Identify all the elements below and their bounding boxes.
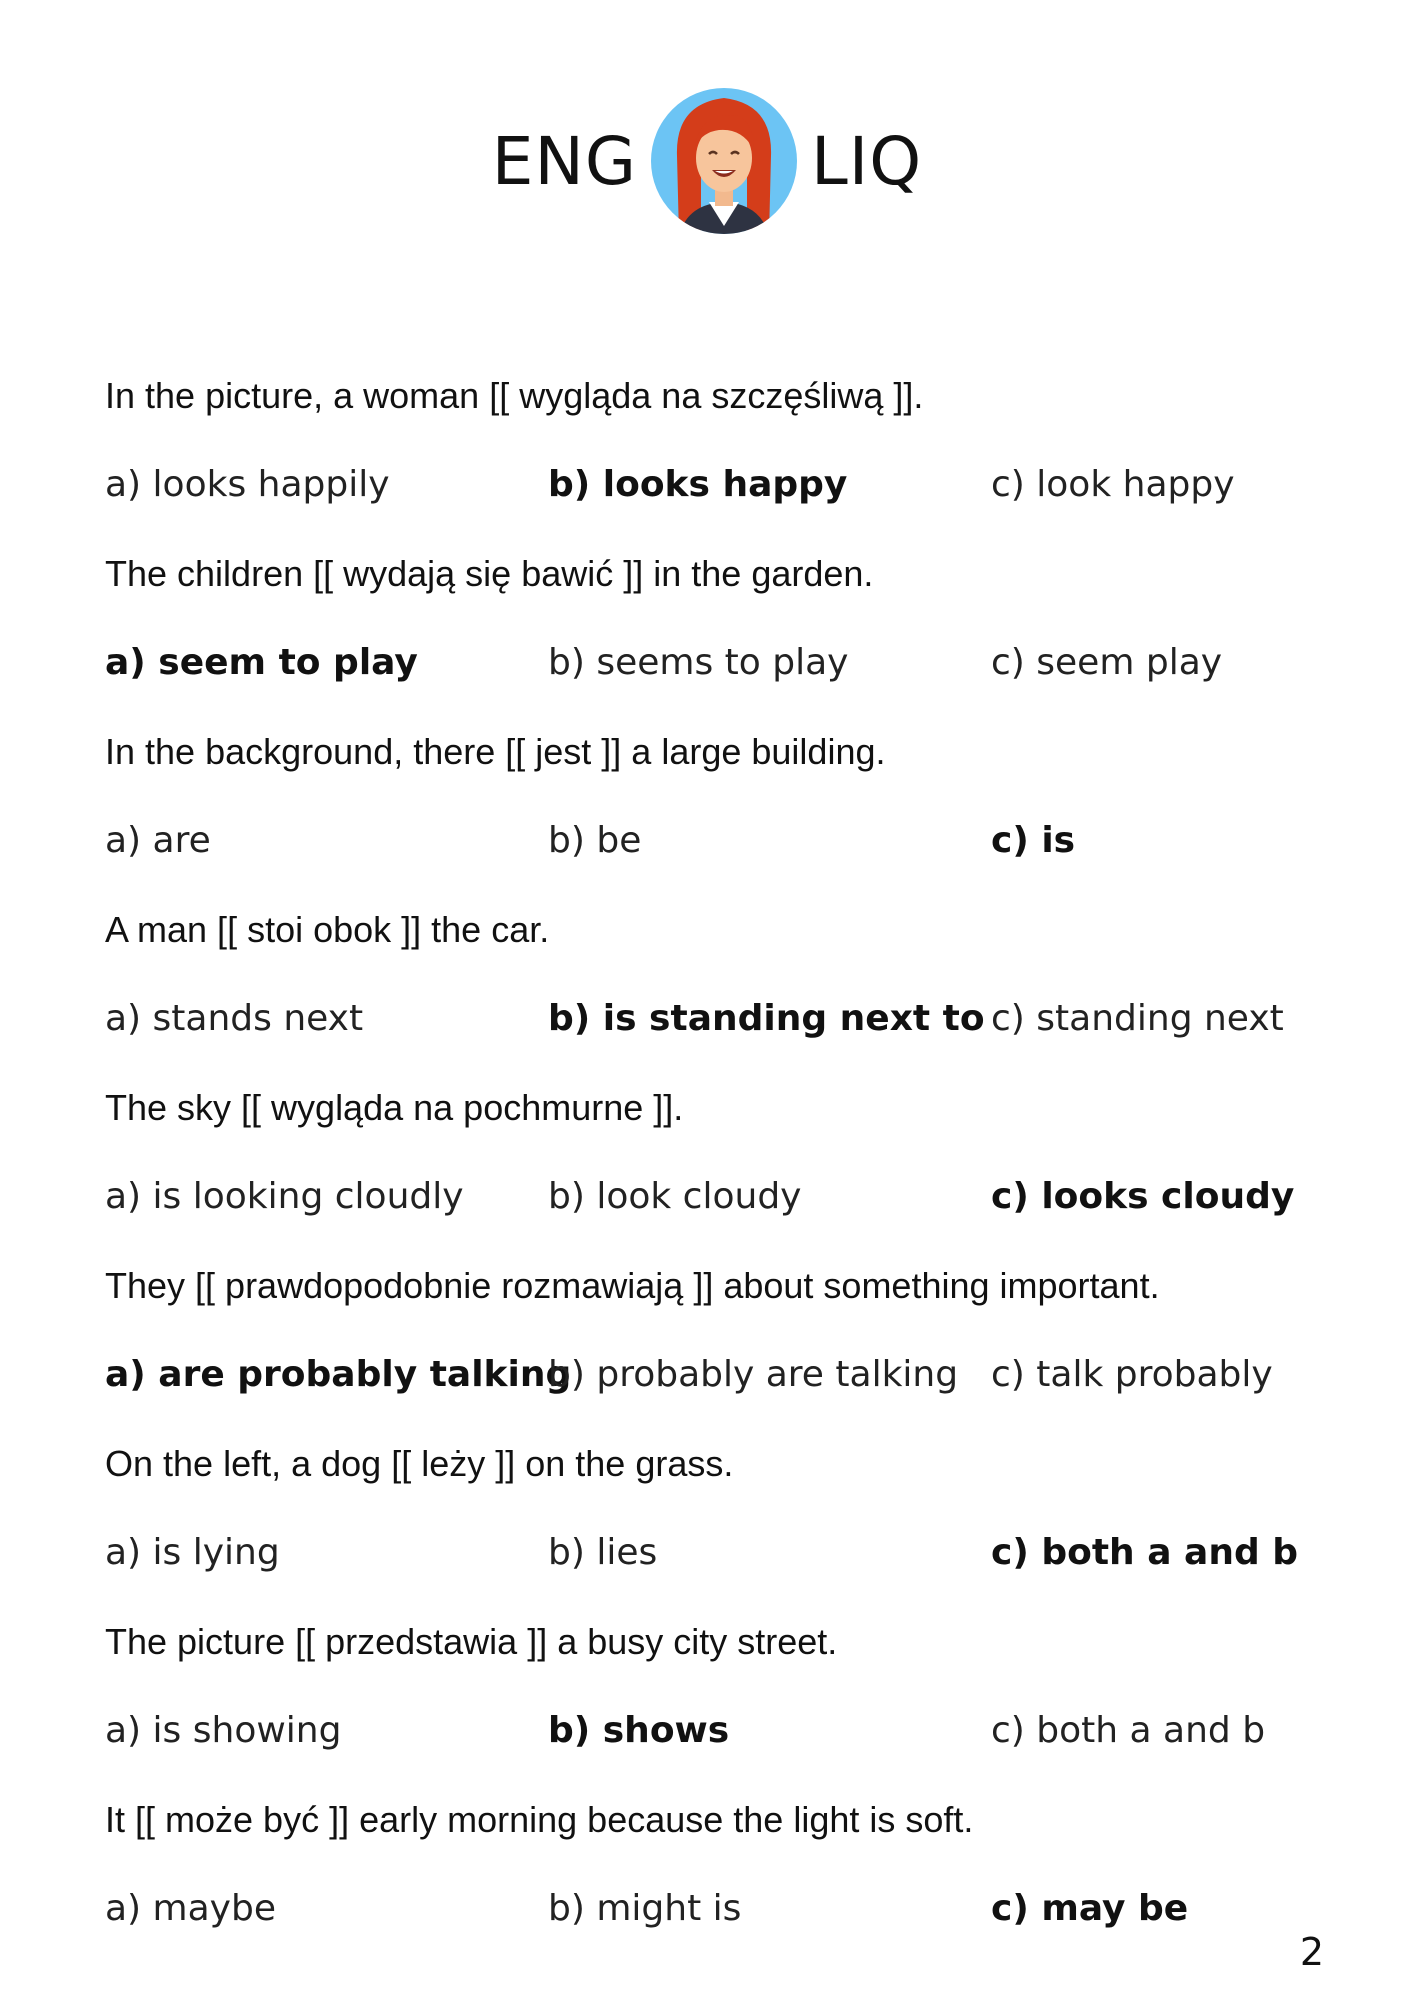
answer-options xyxy=(105,610,1335,716)
answer-option-correct: b) shows xyxy=(548,1710,730,1751)
answer-option: c) standing next xyxy=(991,998,1284,1039)
answer-option: b) might is xyxy=(548,1888,742,1929)
answer-option: c) look happy xyxy=(991,464,1235,505)
answer-options xyxy=(105,1678,1335,1784)
answer-option: b) probably are talking xyxy=(548,1354,959,1395)
question-prompt: A man [[ stoi obok ]] the car. xyxy=(105,909,550,950)
answer-options xyxy=(105,788,1335,894)
answer-option-correct: a) seem to play xyxy=(105,642,418,683)
question-prompt: The picture [[ przedstawia ]] a busy city street. xyxy=(105,1621,838,1662)
answer-option: c) talk probably xyxy=(991,1354,1273,1395)
answer-option: a) is showing xyxy=(105,1710,342,1751)
question-prompt: In the picture, a woman [[ wygląda na szczęśliwą ]]. xyxy=(105,375,924,416)
logo-text-left: ENG xyxy=(491,122,638,200)
answer-option-correct: a) are probably talking xyxy=(105,1354,572,1395)
avatar-logo-icon xyxy=(649,86,799,236)
question-prompt: On the left, a dog [[ leży ]] on the grass. xyxy=(105,1443,734,1484)
answer-options xyxy=(105,966,1335,1072)
answer-option: b) seems to play xyxy=(548,642,849,683)
answer-options xyxy=(105,1322,1335,1428)
answer-option: a) maybe xyxy=(105,1888,276,1929)
answer-options xyxy=(105,432,1335,538)
answer-option: b) lies xyxy=(548,1532,658,1573)
answer-option-correct: c) may be xyxy=(991,1888,1189,1929)
worksheet-exercises xyxy=(105,360,1335,1962)
header xyxy=(0,86,1414,236)
answer-options xyxy=(105,1856,1335,1962)
answer-option: c) seem play xyxy=(991,642,1223,683)
answer-option: a) looks happily xyxy=(105,464,390,505)
answer-option: c) both a and b xyxy=(991,1710,1266,1751)
page-number: 2 xyxy=(1299,1930,1324,1974)
answer-option: b) be xyxy=(548,820,642,861)
answer-option-correct: c) both a and b xyxy=(991,1532,1299,1573)
answer-option-correct: c) is xyxy=(991,820,1076,861)
answer-option-correct: c) looks cloudy xyxy=(991,1176,1295,1217)
question-prompt: In the background, there [[ jest ]] a large building. xyxy=(105,731,886,772)
answer-options xyxy=(105,1144,1335,1250)
logo-text-right: LIQ xyxy=(811,122,923,200)
answer-option-correct: b) is standing next to xyxy=(548,998,985,1039)
question-prompt: They [[ prawdopodobnie rozmawiają ]] about something important. xyxy=(105,1265,1160,1306)
answer-option: a) is looking cloudly xyxy=(105,1176,464,1217)
answer-option: a) stands next xyxy=(105,998,364,1039)
answer-option-correct: b) looks happy xyxy=(548,464,848,505)
question-prompt: It [[ może być ]] early morning because the light is soft. xyxy=(105,1799,974,1840)
question-prompt: The children [[ wydają się bawić ]] in the garden. xyxy=(105,553,874,594)
answer-option: a) is lying xyxy=(105,1532,280,1573)
answer-option: a) are xyxy=(105,820,211,861)
answer-options xyxy=(105,1500,1335,1606)
question-prompt: The sky [[ wygląda na pochmurne ]]. xyxy=(105,1087,684,1128)
answer-option: b) look cloudy xyxy=(548,1176,802,1217)
